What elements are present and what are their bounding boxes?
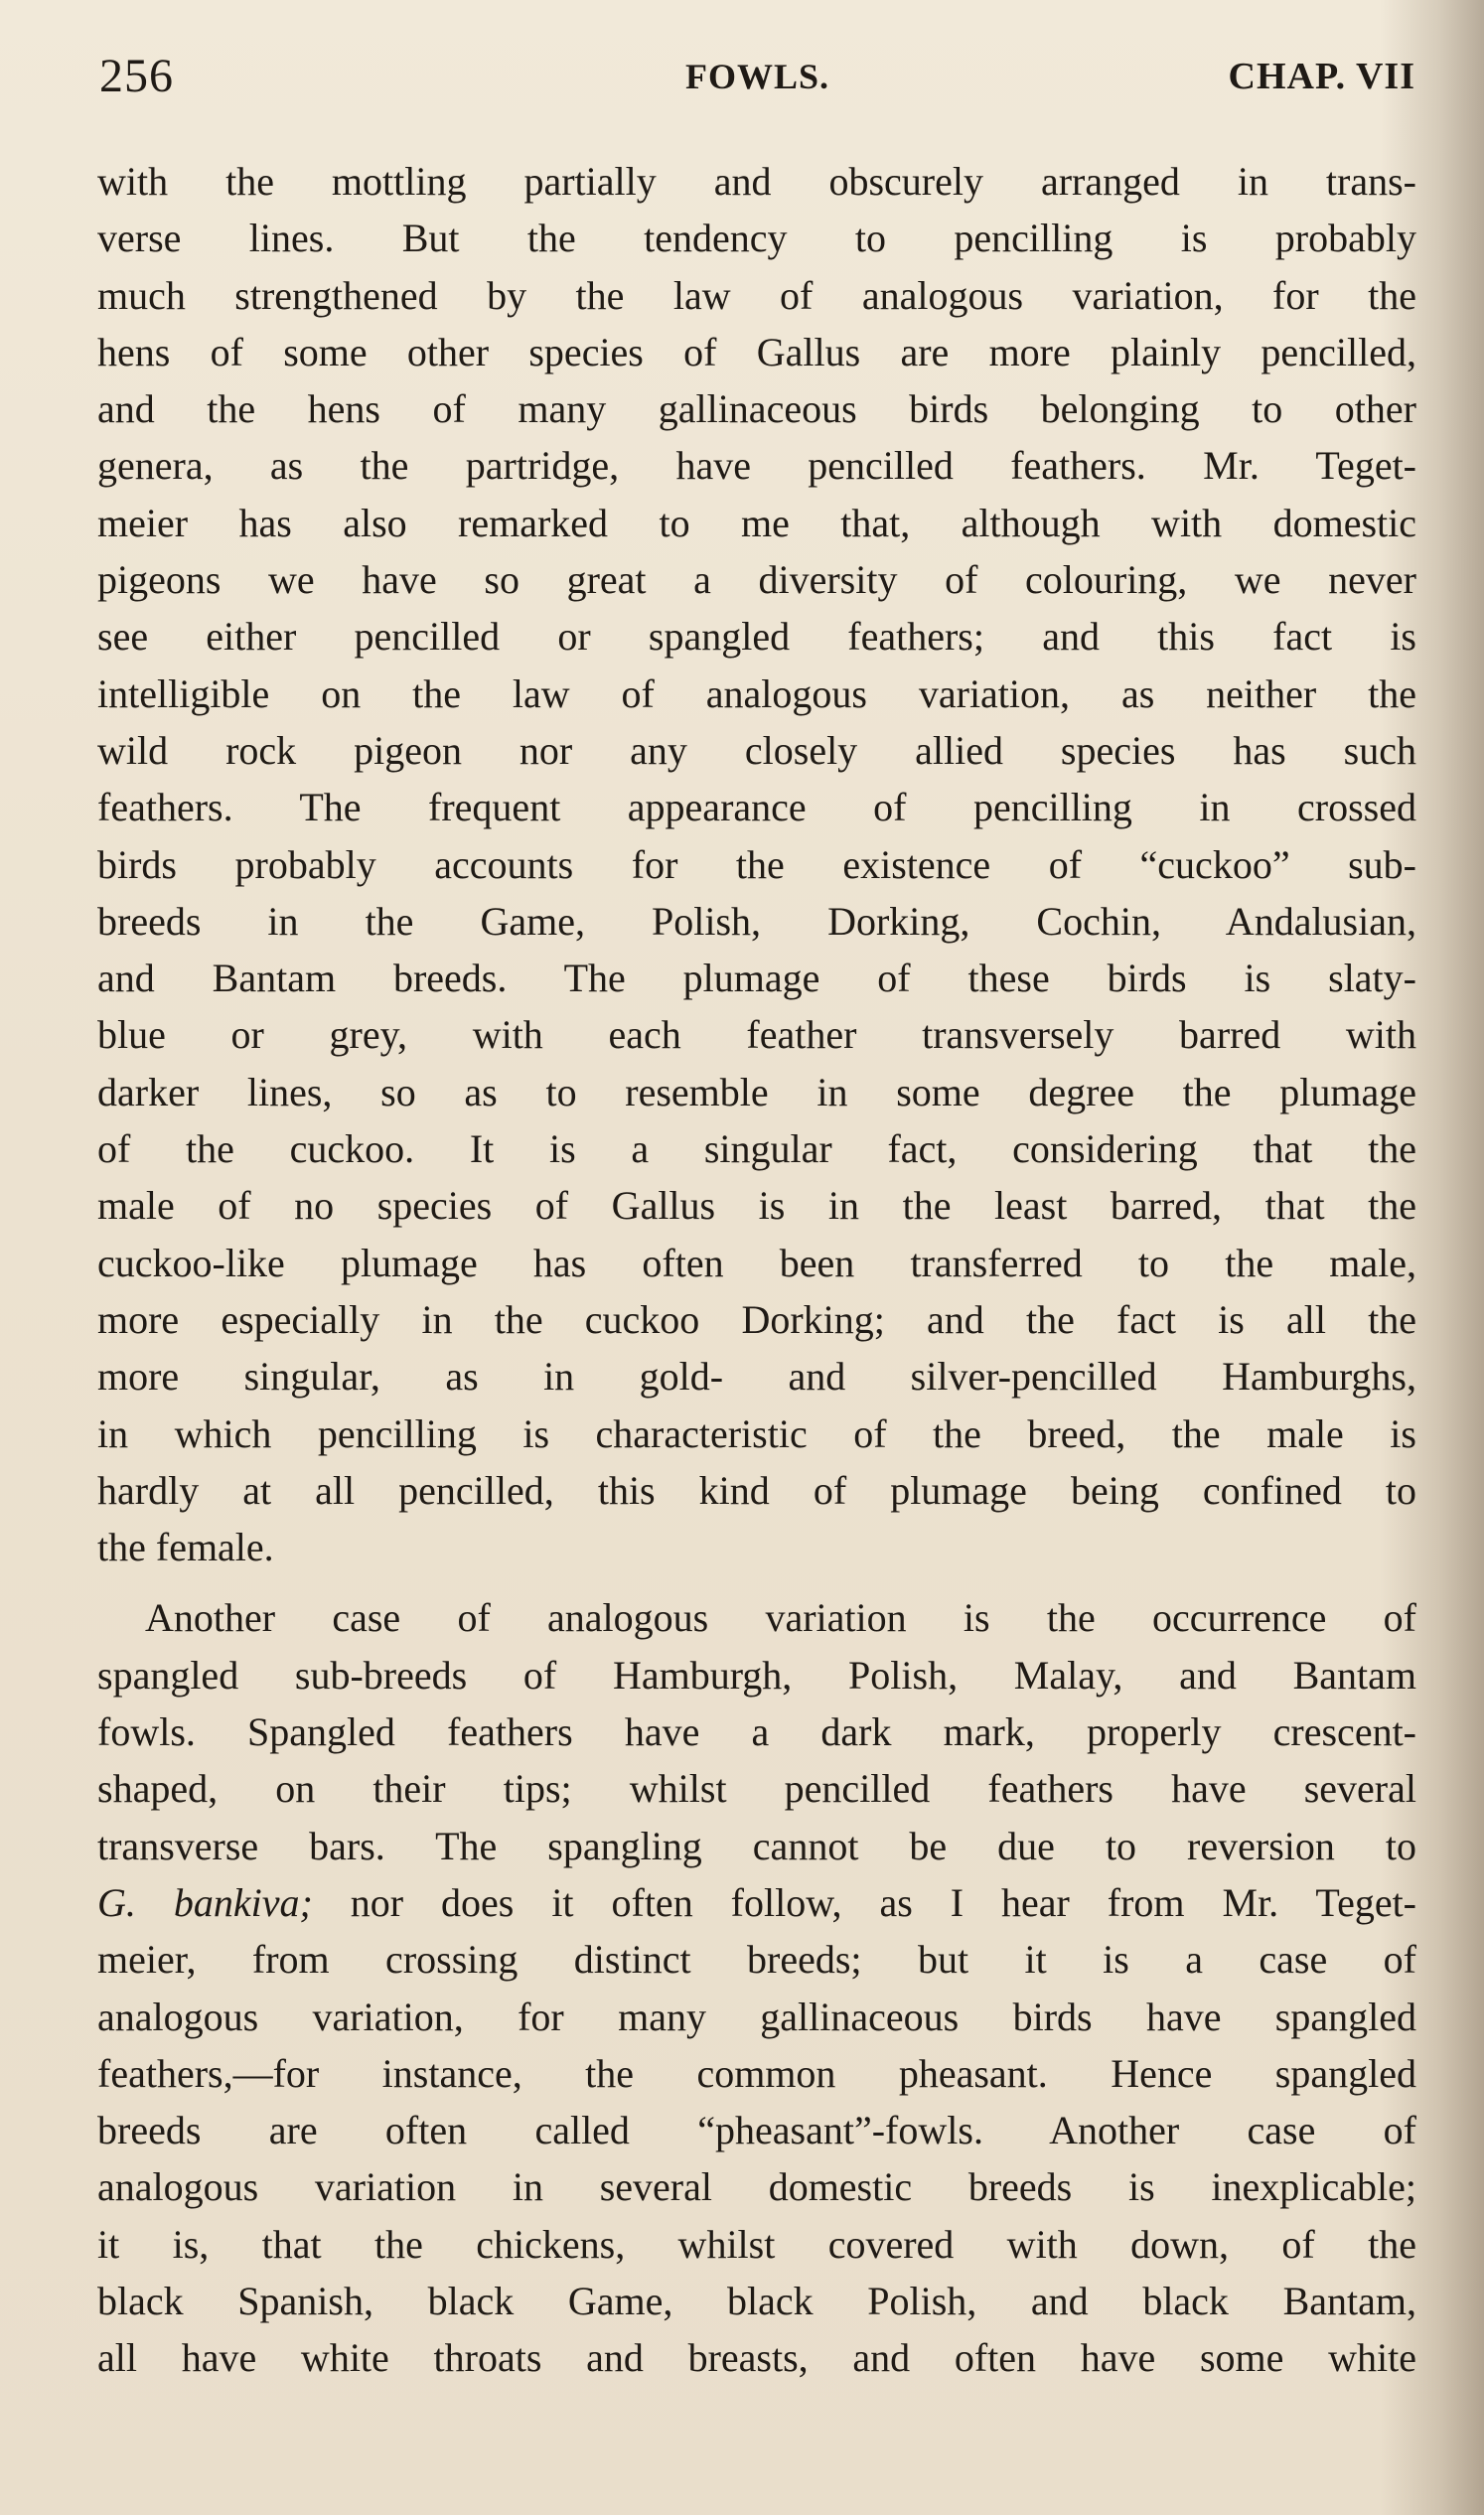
text-line: breeds in the Game, Polish, Dorking, Cochin, Andalusian, [97, 898, 1416, 944]
text-line [97, 1874, 1416, 1931]
text-line: with the mottling partially and obscurely arranged in trans- [97, 159, 1416, 204]
species-name: G. bankiva; [97, 1879, 313, 1925]
text-line: pigeons we have so great a diversity of colouring, we never [97, 557, 1416, 603]
text-line: spangled sub-breeds of Hamburgh, Polish, Malay, and Bantam [97, 1652, 1416, 1698]
text-line: hens of some other species of Gallus are more plainly pencilled, [97, 329, 1416, 374]
text-line: meier has also remarked to me that, although with domestic [97, 500, 1416, 545]
text-line: hardly at all pencilled, this kind of plumage being confined to [97, 1467, 1416, 1513]
text-line: black Spanish, black Game, black Polish, and black Bantam, [97, 2278, 1416, 2323]
text-line: genera, as the partridge, have pencilled feathers. Mr. Teget- [97, 443, 1416, 489]
text-line: wild rock pigeon nor any closely allied species has such [97, 727, 1416, 773]
text-line: analogous variation in several domestic breeds is inexplicable; [97, 2164, 1416, 2210]
page-number: 256 [99, 50, 174, 102]
text-line: fowls. Spangled feathers have a dark mark, properly crescent- [97, 1709, 1416, 1755]
text-line: all have white throats and breasts, and often have some white [97, 2335, 1416, 2381]
text-line: in which pencilling is characteristic of the breed, the male is [97, 1410, 1416, 1456]
text-line: much strengthened by the law of analogous variation, for the [97, 272, 1416, 318]
running-head [99, 42, 1415, 111]
text-line: Another case of analogous variation is the occurrence of [145, 1595, 1416, 1641]
text-line: see either pencilled or spangled feathers; and this fact is [97, 614, 1416, 660]
text-line: analogous variation, for many gallinaceous birds have spangled [97, 1994, 1416, 2039]
text-line: intelligible on the law of analogous variation, as neither the [97, 670, 1416, 716]
text-line: the female. [97, 1525, 274, 1570]
text-line: cuckoo-like plumage has often been transferred to the male, [97, 1240, 1416, 1285]
text-line: it is, that the chickens, whilst covered with down, of the [97, 2221, 1416, 2267]
text-line: breeds are often called “pheasant”-fowls. Another case of [97, 2108, 1416, 2153]
text-line: darker lines, so as to resemble in some degree the plumage [97, 1069, 1416, 1114]
text-line: shaped, on their tips; whilst pencilled feathers have several [97, 1766, 1416, 1812]
text-line: and Bantam breeds. The plumage of these birds is slaty- [97, 956, 1416, 1001]
text-line: and the hens of many gallinaceous birds belonging to other [97, 386, 1416, 432]
chapter-label: CHAP. VII [1228, 56, 1415, 97]
text-line: of the cuckoo. It is a singular fact, considering that the [97, 1126, 1416, 1172]
text-line: male of no species of Gallus is in the least barred, that the [97, 1183, 1416, 1229]
text-line: birds probably accounts for the existence of “cuckoo” sub- [97, 841, 1416, 887]
text-line: feathers,—for instance, the common pheasant. Hence spangled [97, 2050, 1416, 2096]
text-line: feathers. The frequent appearance of pencilling in crossed [97, 785, 1416, 830]
text-fragment: nor does it often follow, as I hear from Mr. Teget- [312, 1879, 1416, 1925]
text-line: meier, from crossing distinct breeds; but it is a case of [97, 1937, 1416, 1983]
text-line: blue or grey, with each feather transversely barred with [97, 1012, 1416, 1058]
running-title: FOWLS. [684, 57, 830, 96]
text-line: more singular, as in gold- and silver-pencilled Hamburghs, [97, 1354, 1416, 1400]
text-line: verse lines. But the tendency to pencilling is probably [97, 216, 1416, 261]
text-line: more especially in the cuckoo Dorking; and the fact is all the [97, 1296, 1416, 1342]
text-line: transverse bars. The spangling cannot be due to reversion to [97, 1823, 1416, 1868]
body-text [97, 153, 1416, 2387]
paragraph-gap [97, 1575, 1416, 1589]
